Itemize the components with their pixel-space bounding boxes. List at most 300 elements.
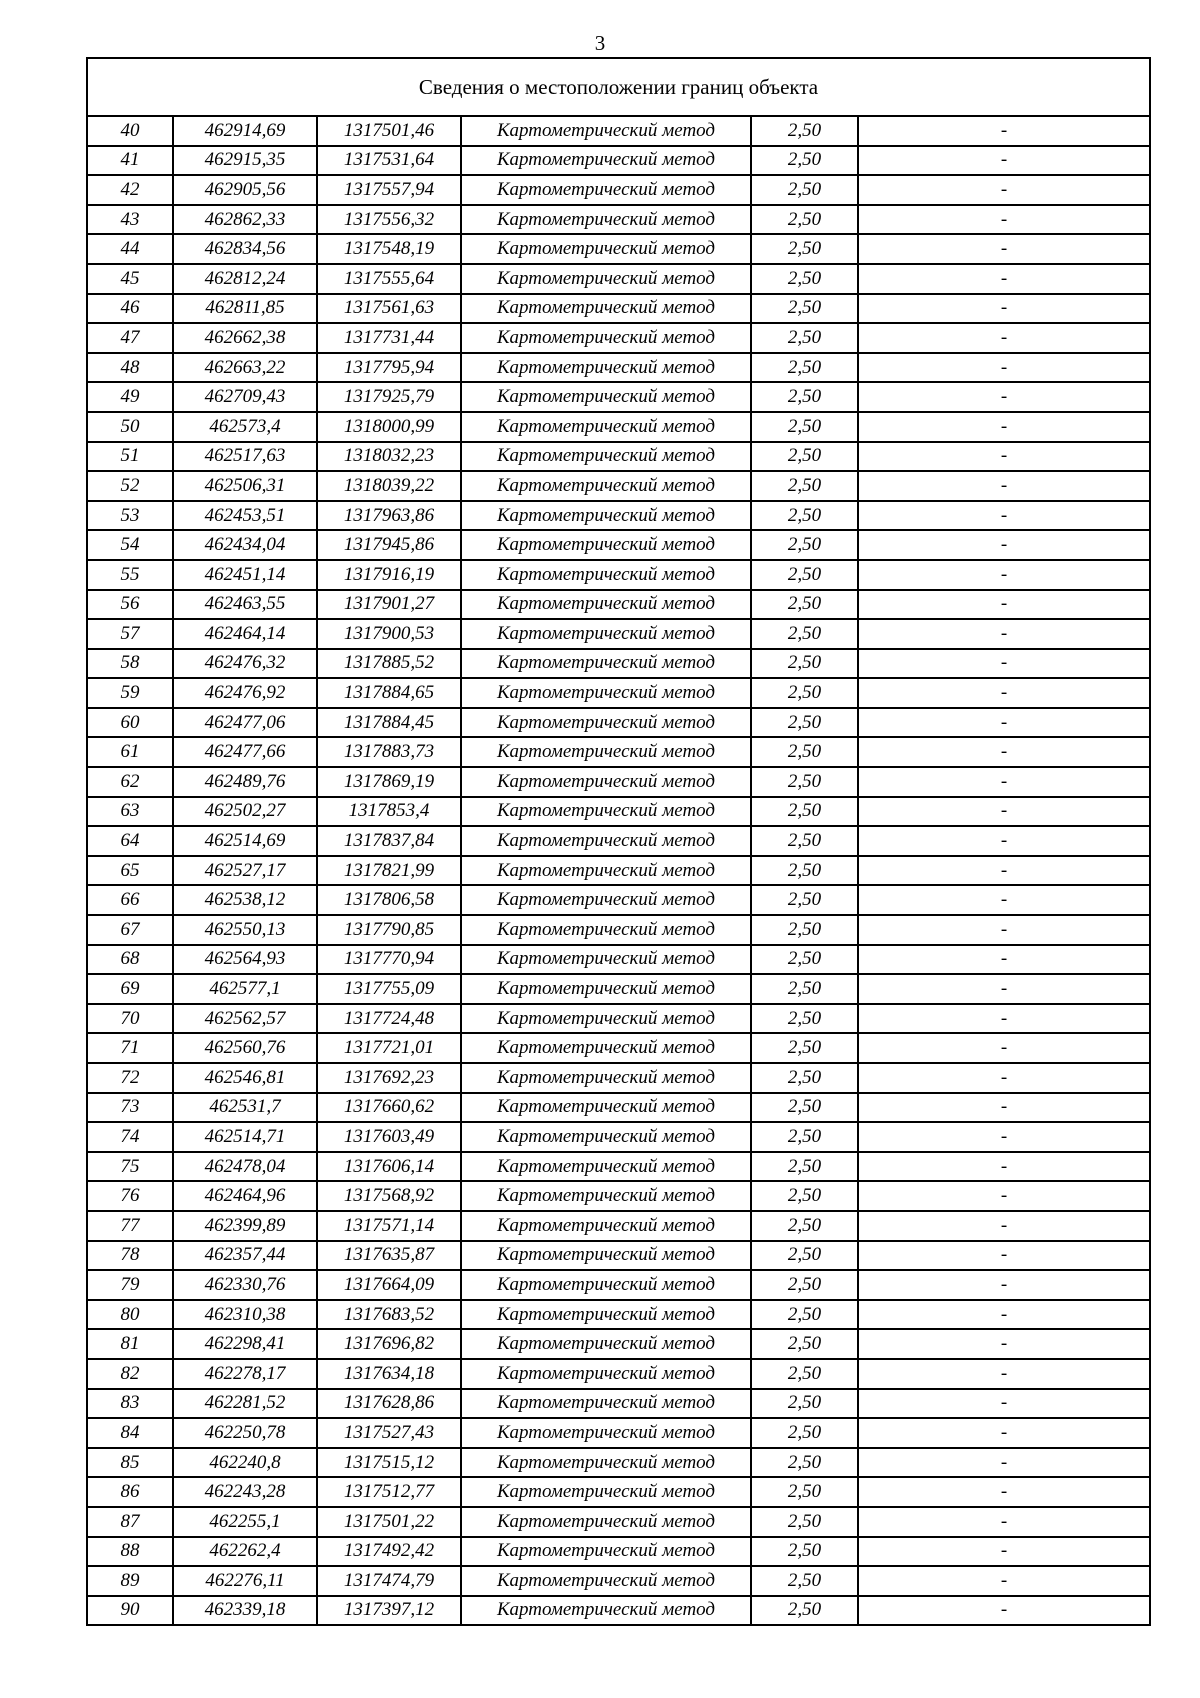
point-number-cell: 74 [87, 1122, 173, 1152]
point-number-cell: 55 [87, 560, 173, 590]
point-number-cell: 57 [87, 619, 173, 649]
y-coordinate-cell: 1317790,85 [317, 915, 461, 945]
y-coordinate-cell: 1318032,23 [317, 442, 461, 472]
point-number-cell: 53 [87, 501, 173, 531]
y-coordinate-cell: 1317501,46 [317, 116, 461, 146]
point-number-cell: 89 [87, 1566, 173, 1596]
y-coordinate-cell: 1317634,18 [317, 1359, 461, 1389]
method-cell: Картометрический метод [461, 1566, 751, 1596]
y-coordinate-cell: 1317660,62 [317, 1093, 461, 1123]
y-coordinate-cell: 1317884,65 [317, 678, 461, 708]
description-cell: - [858, 1329, 1150, 1359]
description-cell: - [858, 1241, 1150, 1271]
description-cell: - [858, 1448, 1150, 1478]
accuracy-cell: 2,50 [751, 1477, 858, 1507]
method-cell: Картометрический метод [461, 797, 751, 827]
point-number-cell: 73 [87, 1093, 173, 1123]
description-cell: - [858, 1004, 1150, 1034]
point-number-cell: 64 [87, 826, 173, 856]
point-number-cell: 54 [87, 530, 173, 560]
method-cell: Картометрический метод [461, 205, 751, 235]
y-coordinate-cell: 1317883,73 [317, 737, 461, 767]
accuracy-cell: 2,50 [751, 1389, 858, 1419]
description-cell: - [858, 530, 1150, 560]
y-coordinate-cell: 1317531,64 [317, 146, 461, 176]
description-cell: - [858, 1359, 1150, 1389]
x-coordinate-cell: 462255,1 [173, 1507, 317, 1537]
table-row [87, 1122, 1150, 1152]
accuracy-cell: 2,50 [751, 649, 858, 679]
table-row [87, 1063, 1150, 1093]
method-cell: Картометрический метод [461, 353, 751, 383]
method-cell: Картометрический метод [461, 649, 751, 679]
point-number-cell: 77 [87, 1211, 173, 1241]
point-number-cell: 49 [87, 382, 173, 412]
point-number-cell: 44 [87, 234, 173, 264]
y-coordinate-cell: 1317527,43 [317, 1418, 461, 1448]
method-cell: Картометрический метод [461, 974, 751, 1004]
accuracy-cell: 2,50 [751, 205, 858, 235]
point-number-cell: 45 [87, 264, 173, 294]
point-number-cell: 72 [87, 1063, 173, 1093]
x-coordinate-cell: 462562,57 [173, 1004, 317, 1034]
x-coordinate-cell: 462250,78 [173, 1418, 317, 1448]
table-row [87, 1359, 1150, 1389]
accuracy-cell: 2,50 [751, 826, 858, 856]
description-cell: - [858, 1477, 1150, 1507]
accuracy-cell: 2,50 [751, 915, 858, 945]
accuracy-cell: 2,50 [751, 323, 858, 353]
accuracy-cell: 2,50 [751, 116, 858, 146]
description-cell: - [858, 1211, 1150, 1241]
method-cell: Картометрический метод [461, 323, 751, 353]
description-cell: - [858, 974, 1150, 1004]
y-coordinate-cell: 1317568,92 [317, 1181, 461, 1211]
boundary-coordinates-table [86, 57, 1151, 1626]
description-cell: - [858, 234, 1150, 264]
accuracy-cell: 2,50 [751, 1566, 858, 1596]
method-cell: Картометрический метод [461, 1418, 751, 1448]
point-number-cell: 79 [87, 1270, 173, 1300]
accuracy-cell: 2,50 [751, 619, 858, 649]
method-cell: Картометрический метод [461, 737, 751, 767]
description-cell: - [858, 797, 1150, 827]
x-coordinate-cell: 462811,85 [173, 294, 317, 324]
x-coordinate-cell: 462477,06 [173, 708, 317, 738]
table-row [87, 264, 1150, 294]
point-number-cell: 67 [87, 915, 173, 945]
y-coordinate-cell: 1317755,09 [317, 974, 461, 1004]
table-row [87, 737, 1150, 767]
accuracy-cell: 2,50 [751, 1093, 858, 1123]
method-cell: Картометрический метод [461, 1270, 751, 1300]
accuracy-cell: 2,50 [751, 471, 858, 501]
y-coordinate-cell: 1317837,84 [317, 826, 461, 856]
accuracy-cell: 2,50 [751, 708, 858, 738]
x-coordinate-cell: 462514,69 [173, 826, 317, 856]
table-row [87, 619, 1150, 649]
x-coordinate-cell: 462451,14 [173, 560, 317, 590]
method-cell: Картометрический метод [461, 1122, 751, 1152]
x-coordinate-cell: 462339,18 [173, 1596, 317, 1626]
table-row [87, 1507, 1150, 1537]
description-cell: - [858, 826, 1150, 856]
y-coordinate-cell: 1317900,53 [317, 619, 461, 649]
description-cell: - [858, 1389, 1150, 1419]
description-cell: - [858, 1063, 1150, 1093]
x-coordinate-cell: 462517,63 [173, 442, 317, 472]
x-coordinate-cell: 462862,33 [173, 205, 317, 235]
y-coordinate-cell: 1317916,19 [317, 560, 461, 590]
x-coordinate-cell: 462477,66 [173, 737, 317, 767]
y-coordinate-cell: 1317664,09 [317, 1270, 461, 1300]
method-cell: Картометрический метод [461, 708, 751, 738]
y-coordinate-cell: 1317696,82 [317, 1329, 461, 1359]
accuracy-cell: 2,50 [751, 1211, 858, 1241]
x-coordinate-cell: 462506,31 [173, 471, 317, 501]
description-cell: - [858, 1507, 1150, 1537]
y-coordinate-cell: 1317963,86 [317, 501, 461, 531]
method-cell: Картометрический метод [461, 590, 751, 620]
description-cell: - [858, 678, 1150, 708]
accuracy-cell: 2,50 [751, 1448, 858, 1478]
method-cell: Картометрический метод [461, 1181, 751, 1211]
description-cell: - [858, 146, 1150, 176]
y-coordinate-cell: 1317548,19 [317, 234, 461, 264]
x-coordinate-cell: 462476,92 [173, 678, 317, 708]
method-cell: Картометрический метод [461, 294, 751, 324]
table-row [87, 1537, 1150, 1567]
description-cell: - [858, 737, 1150, 767]
y-coordinate-cell: 1317901,27 [317, 590, 461, 620]
table-row [87, 560, 1150, 590]
point-number-cell: 60 [87, 708, 173, 738]
y-coordinate-cell: 1317561,63 [317, 294, 461, 324]
point-number-cell: 76 [87, 1181, 173, 1211]
x-coordinate-cell: 462453,51 [173, 501, 317, 531]
y-coordinate-cell: 1317606,14 [317, 1152, 461, 1182]
y-coordinate-cell: 1317501,22 [317, 1507, 461, 1537]
table-row [87, 205, 1150, 235]
x-coordinate-cell: 462489,76 [173, 767, 317, 797]
y-coordinate-cell: 1317557,94 [317, 175, 461, 205]
table-row [87, 1270, 1150, 1300]
accuracy-cell: 2,50 [751, 234, 858, 264]
method-cell: Картометрический метод [461, 856, 751, 886]
description-cell: - [858, 353, 1150, 383]
method-cell: Картометрический метод [461, 767, 751, 797]
table-row [87, 530, 1150, 560]
accuracy-cell: 2,50 [751, 1181, 858, 1211]
table-title-row [87, 58, 1150, 116]
point-number-cell: 42 [87, 175, 173, 205]
point-number-cell: 48 [87, 353, 173, 383]
y-coordinate-cell: 1318039,22 [317, 471, 461, 501]
description-cell: - [858, 442, 1150, 472]
x-coordinate-cell: 462464,14 [173, 619, 317, 649]
description-cell: - [858, 1537, 1150, 1567]
y-coordinate-cell: 1317821,99 [317, 856, 461, 886]
x-coordinate-cell: 462476,32 [173, 649, 317, 679]
accuracy-cell: 2,50 [751, 767, 858, 797]
description-cell: - [858, 708, 1150, 738]
table-row [87, 885, 1150, 915]
point-number-cell: 47 [87, 323, 173, 353]
x-coordinate-cell: 462464,96 [173, 1181, 317, 1211]
method-cell: Картометрический метод [461, 116, 751, 146]
accuracy-cell: 2,50 [751, 1241, 858, 1271]
accuracy-cell: 2,50 [751, 590, 858, 620]
description-cell: - [858, 471, 1150, 501]
accuracy-cell: 2,50 [751, 678, 858, 708]
y-coordinate-cell: 1317884,45 [317, 708, 461, 738]
accuracy-cell: 2,50 [751, 1063, 858, 1093]
accuracy-cell: 2,50 [751, 264, 858, 294]
table-row [87, 1211, 1150, 1241]
description-cell: - [858, 885, 1150, 915]
x-coordinate-cell: 462564,93 [173, 945, 317, 975]
y-coordinate-cell: 1317692,23 [317, 1063, 461, 1093]
y-coordinate-cell: 1317683,52 [317, 1300, 461, 1330]
x-coordinate-cell: 462278,17 [173, 1359, 317, 1389]
description-cell: - [858, 501, 1150, 531]
x-coordinate-cell: 462330,76 [173, 1270, 317, 1300]
x-coordinate-cell: 462663,22 [173, 353, 317, 383]
table-row [87, 708, 1150, 738]
y-coordinate-cell: 1317474,79 [317, 1566, 461, 1596]
method-cell: Картометрический метод [461, 885, 751, 915]
x-coordinate-cell: 462834,56 [173, 234, 317, 264]
table-row [87, 767, 1150, 797]
method-cell: Картометрический метод [461, 1537, 751, 1567]
point-number-cell: 87 [87, 1507, 173, 1537]
point-number-cell: 68 [87, 945, 173, 975]
x-coordinate-cell: 462905,56 [173, 175, 317, 205]
method-cell: Картометрический метод [461, 530, 751, 560]
point-number-cell: 71 [87, 1033, 173, 1063]
table-title: Сведения о местоположении границ объекта [87, 58, 1150, 116]
table-row [87, 323, 1150, 353]
y-coordinate-cell: 1317603,49 [317, 1122, 461, 1152]
x-coordinate-cell: 462527,17 [173, 856, 317, 886]
point-number-cell: 84 [87, 1418, 173, 1448]
method-cell: Картометрический метод [461, 1329, 751, 1359]
accuracy-cell: 2,50 [751, 442, 858, 472]
accuracy-cell: 2,50 [751, 885, 858, 915]
point-number-cell: 50 [87, 412, 173, 442]
description-cell: - [858, 412, 1150, 442]
point-number-cell: 58 [87, 649, 173, 679]
table-row [87, 1596, 1150, 1626]
point-number-cell: 61 [87, 737, 173, 767]
description-cell: - [858, 945, 1150, 975]
table-row [87, 649, 1150, 679]
table-row [87, 442, 1150, 472]
page-number: 3 [594, 31, 606, 55]
method-cell: Картометрический метод [461, 1389, 751, 1419]
accuracy-cell: 2,50 [751, 1270, 858, 1300]
method-cell: Картометрический метод [461, 264, 751, 294]
description-cell: - [858, 619, 1150, 649]
accuracy-cell: 2,50 [751, 146, 858, 176]
point-number-cell: 69 [87, 974, 173, 1004]
point-number-cell: 66 [87, 885, 173, 915]
description-cell: - [858, 1181, 1150, 1211]
point-number-cell: 85 [87, 1448, 173, 1478]
method-cell: Картометрический метод [461, 915, 751, 945]
x-coordinate-cell: 462502,27 [173, 797, 317, 827]
description-cell: - [858, 116, 1150, 146]
y-coordinate-cell: 1317885,52 [317, 649, 461, 679]
method-cell: Картометрический метод [461, 1241, 751, 1271]
table-row [87, 382, 1150, 412]
point-number-cell: 56 [87, 590, 173, 620]
table-row [87, 1181, 1150, 1211]
accuracy-cell: 2,50 [751, 294, 858, 324]
point-number-cell: 59 [87, 678, 173, 708]
accuracy-cell: 2,50 [751, 945, 858, 975]
x-coordinate-cell: 462812,24 [173, 264, 317, 294]
y-coordinate-cell: 1317731,44 [317, 323, 461, 353]
table-row [87, 501, 1150, 531]
y-coordinate-cell: 1317770,94 [317, 945, 461, 975]
method-cell: Картометрический метод [461, 501, 751, 531]
method-cell: Картометрический метод [461, 412, 751, 442]
point-number-cell: 51 [87, 442, 173, 472]
method-cell: Картометрический метод [461, 471, 751, 501]
description-cell: - [858, 1152, 1150, 1182]
y-coordinate-cell: 1317556,32 [317, 205, 461, 235]
table-row [87, 678, 1150, 708]
method-cell: Картометрический метод [461, 619, 751, 649]
description-cell: - [858, 1300, 1150, 1330]
y-coordinate-cell: 1317512,77 [317, 1477, 461, 1507]
table-row [87, 1566, 1150, 1596]
point-number-cell: 40 [87, 116, 173, 146]
accuracy-cell: 2,50 [751, 1537, 858, 1567]
table-row [87, 471, 1150, 501]
accuracy-cell: 2,50 [751, 1033, 858, 1063]
accuracy-cell: 2,50 [751, 974, 858, 1004]
y-coordinate-cell: 1317397,12 [317, 1596, 461, 1626]
method-cell: Картометрический метод [461, 826, 751, 856]
table-row [87, 1477, 1150, 1507]
accuracy-cell: 2,50 [751, 856, 858, 886]
y-coordinate-cell: 1317721,01 [317, 1033, 461, 1063]
accuracy-cell: 2,50 [751, 353, 858, 383]
table-row [87, 945, 1150, 975]
table-row [87, 1152, 1150, 1182]
point-number-cell: 81 [87, 1329, 173, 1359]
method-cell: Картометрический метод [461, 1033, 751, 1063]
description-cell: - [858, 1093, 1150, 1123]
x-coordinate-cell: 462243,28 [173, 1477, 317, 1507]
point-number-cell: 65 [87, 856, 173, 886]
method-cell: Картометрический метод [461, 1300, 751, 1330]
x-coordinate-cell: 462478,04 [173, 1152, 317, 1182]
description-cell: - [858, 294, 1150, 324]
table-row [87, 353, 1150, 383]
accuracy-cell: 2,50 [751, 501, 858, 531]
method-cell: Картометрический метод [461, 1359, 751, 1389]
point-number-cell: 90 [87, 1596, 173, 1626]
accuracy-cell: 2,50 [751, 1418, 858, 1448]
y-coordinate-cell: 1317628,86 [317, 1389, 461, 1419]
y-coordinate-cell: 1317853,4 [317, 797, 461, 827]
x-coordinate-cell: 462463,55 [173, 590, 317, 620]
description-cell: - [858, 382, 1150, 412]
accuracy-cell: 2,50 [751, 1122, 858, 1152]
table-row [87, 1418, 1150, 1448]
description-cell: - [858, 1122, 1150, 1152]
method-cell: Картометрический метод [461, 1596, 751, 1626]
x-coordinate-cell: 462915,35 [173, 146, 317, 176]
y-coordinate-cell: 1317869,19 [317, 767, 461, 797]
point-number-cell: 52 [87, 471, 173, 501]
accuracy-cell: 2,50 [751, 530, 858, 560]
x-coordinate-cell: 462399,89 [173, 1211, 317, 1241]
x-coordinate-cell: 462281,52 [173, 1389, 317, 1419]
table-row [87, 146, 1150, 176]
accuracy-cell: 2,50 [751, 797, 858, 827]
x-coordinate-cell: 462577,1 [173, 974, 317, 1004]
y-coordinate-cell: 1318000,99 [317, 412, 461, 442]
table-row [87, 856, 1150, 886]
method-cell: Картометрический метод [461, 1152, 751, 1182]
point-number-cell: 46 [87, 294, 173, 324]
table-row [87, 234, 1150, 264]
point-number-cell: 83 [87, 1389, 173, 1419]
method-cell: Картометрический метод [461, 1063, 751, 1093]
x-coordinate-cell: 462546,81 [173, 1063, 317, 1093]
description-cell: - [858, 175, 1150, 205]
point-number-cell: 70 [87, 1004, 173, 1034]
description-cell: - [858, 767, 1150, 797]
table-row [87, 1389, 1150, 1419]
accuracy-cell: 2,50 [751, 737, 858, 767]
method-cell: Картометрический метод [461, 1448, 751, 1478]
accuracy-cell: 2,50 [751, 175, 858, 205]
description-cell: - [858, 1033, 1150, 1063]
point-number-cell: 41 [87, 146, 173, 176]
table-row [87, 1329, 1150, 1359]
table-row [87, 797, 1150, 827]
description-cell: - [858, 560, 1150, 590]
point-number-cell: 80 [87, 1300, 173, 1330]
y-coordinate-cell: 1317555,64 [317, 264, 461, 294]
table-row [87, 590, 1150, 620]
method-cell: Картометрический метод [461, 382, 751, 412]
method-cell: Картометрический метод [461, 1093, 751, 1123]
table-row [87, 1300, 1150, 1330]
method-cell: Картометрический метод [461, 1004, 751, 1034]
point-number-cell: 75 [87, 1152, 173, 1182]
accuracy-cell: 2,50 [751, 560, 858, 590]
y-coordinate-cell: 1317635,87 [317, 1241, 461, 1271]
table-row [87, 294, 1150, 324]
method-cell: Картометрический метод [461, 1211, 751, 1241]
point-number-cell: 82 [87, 1359, 173, 1389]
x-coordinate-cell: 462434,04 [173, 530, 317, 560]
x-coordinate-cell: 462573,4 [173, 412, 317, 442]
description-cell: - [858, 590, 1150, 620]
method-cell: Картометрический метод [461, 560, 751, 590]
accuracy-cell: 2,50 [751, 1507, 858, 1537]
x-coordinate-cell: 462262,4 [173, 1537, 317, 1567]
table-row [87, 1033, 1150, 1063]
x-coordinate-cell: 462560,76 [173, 1033, 317, 1063]
x-coordinate-cell: 462531,7 [173, 1093, 317, 1123]
